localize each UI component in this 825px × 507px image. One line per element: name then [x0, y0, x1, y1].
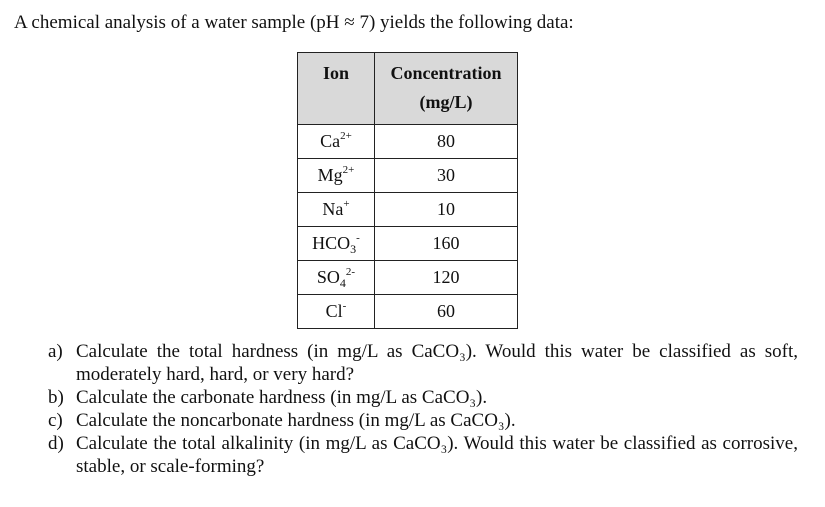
table-row	[298, 159, 518, 193]
table-row	[298, 227, 518, 261]
ion-symbol: Mg	[317, 165, 343, 185]
table-row	[298, 125, 518, 159]
ion-charge: 2+	[342, 164, 355, 176]
ion-cell	[298, 227, 375, 261]
concentration-cell: 30	[375, 159, 518, 193]
question-item	[48, 409, 798, 432]
concentration-cell: 120	[375, 261, 518, 295]
question-text: Calculate the total hardness (in mg/L as CaCO₃). Would this water be classified as soft, moderately hard, hard, or very hard?	[76, 341, 798, 385]
table-row	[298, 193, 518, 227]
ion-cell	[298, 261, 375, 295]
ion-cell	[298, 159, 375, 193]
ion-cell	[298, 125, 375, 159]
question-label: c)	[48, 410, 63, 431]
ion-cell	[298, 295, 375, 329]
header-concentration	[375, 53, 518, 125]
question-label: b)	[48, 387, 64, 408]
concentration-cell: 80	[375, 125, 518, 159]
question-text: Calculate the noncarbonate hardness (in mg/L as CaCO₃).	[76, 410, 516, 431]
question-list	[48, 340, 798, 478]
ion-charge: 2+	[340, 130, 352, 142]
table-row	[298, 261, 518, 295]
question-label: a)	[48, 341, 63, 362]
table-header-row	[298, 53, 518, 125]
header-concentration-line1: Concentration	[390, 63, 502, 83]
ion-symbol: SO	[316, 267, 340, 287]
table-row	[298, 295, 518, 329]
ion-subscript: 4	[339, 276, 346, 290]
question-item	[48, 432, 798, 478]
ion-concentration-table	[297, 52, 518, 329]
ion-charge: -	[342, 300, 347, 312]
ion-symbol: Cl	[325, 301, 343, 321]
ion-charge: 2-	[345, 266, 356, 278]
ion-subscript: 3	[350, 242, 357, 256]
question-item	[48, 386, 798, 409]
ion-charge: -	[356, 232, 360, 244]
ion-symbol: Na	[322, 199, 344, 219]
question-text: Calculate the total alkalinity (in mg/L as CaCO₃). Would this water be classified as corrosive, stable, or scale-forming?	[76, 433, 798, 477]
intro-text: A chemical analysis of a water sample (pH ≈ 7) yields the following data:	[14, 12, 574, 33]
header-ion: Ion	[298, 53, 375, 125]
ion-cell	[298, 193, 375, 227]
concentration-cell: 10	[375, 193, 518, 227]
ion-charge: +	[343, 198, 350, 210]
ion-symbol: HCO	[312, 233, 351, 253]
question-item	[48, 340, 798, 386]
question-text: Calculate the carbonate hardness (in mg/L as CaCO₃).	[76, 387, 488, 408]
ion-symbol: Ca	[320, 131, 341, 151]
header-concentration-line2: (mg/L)	[419, 92, 473, 112]
concentration-cell: 60	[375, 295, 518, 329]
question-label: d)	[48, 433, 64, 454]
concentration-cell: 160	[375, 227, 518, 261]
